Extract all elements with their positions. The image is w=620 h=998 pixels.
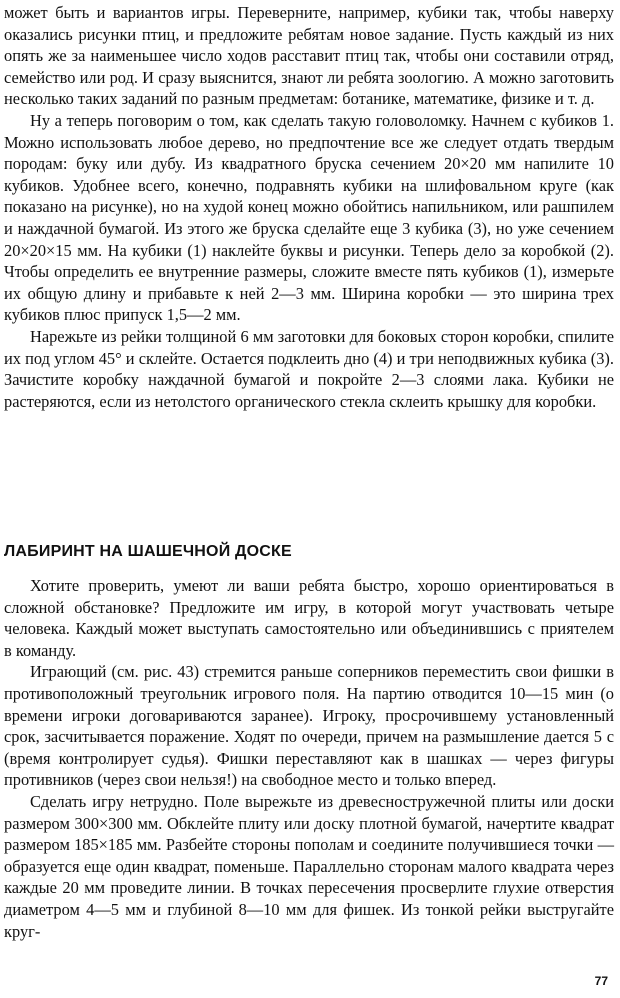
- page-number: 77: [594, 974, 608, 988]
- paragraph: Сделать игру нетрудно. Поле вырежьте из древесностружечной плиты или доски размером 300×300 мм. Обклейте плиту или доску плотной бумагой, начертите квадрат размером 185×185 мм. Разбейте стороны пополам и соедините получившиеся точки — образуется еще один квадрат, поменьше. Параллельно сторонам малого квадрата через каждые 20 мм проведите линии. В точках пересечения просверлите глухие отверстия диаметром 4—5 мм и глубиной 8—10 мм для фишек. Из тонкой рейки выстругайте круг-: [4, 791, 614, 941]
- paragraph: Хотите проверить, умеют ли ваши ребята быстро, хорошо ориентироваться в сложной обстановке? Предложите им игру, в которой могут участвовать четыре человека. Каждый может выступать самостоятельно или объединившись с приятелем в команду.: [4, 576, 614, 660]
- section-2-text: [4, 575, 614, 942]
- section-1-text: [4, 2, 614, 412]
- paragraph: Играющий (см. рис. 43) стремится раньше соперников переместить свои фишки в противоположный треугольник игрового поля. На партию отводится 10—15 мин (о времени игроки договариваются заранее). Игроку, просрочившему установленный срок, засчитывается поражение. Ходят по очереди, причем на размышление дается 5 с (время контролирует судья). Фишки переставляют как в шашках — через фигуры противников (через свои нельзя!) на свободное место и только вперед.: [4, 662, 614, 790]
- paragraph: Ну а теперь поговорим о том, как сделать такую головоломку. Начнем с кубиков 1. Можно использовать любое дерево, но предпочтение все же следует отдать твердым породам: буку или дубу. Из квадратного бруска сечением 20×20 мм напилите 10 кубиков. Удобнее всего, конечно, подравнять кубики на шлифовальном круге (как показано на рисунке), но на худой конец можно обойтись напильником, или рашпилем и наждачной бумагой. Из этого же бруска сделайте еще 3 кубика (3), но уже сечением 20×20×15 мм. На кубики (1) наклейте буквы и рисунки. Теперь дело за коробкой (2). Чтобы определить ее внутренние размеры, сложите вместе пять кубиков (1), измерьте их общую длину и прибавьте к ней 2—3 мм. Ширина коробки — это ширина трех кубиков плюс припуск 1,5—2 мм.: [4, 110, 614, 325]
- paragraph: может быть и вариантов игры. Переверните, например, кубики так, чтобы наверху оказались рисунки птиц, и предложите ребятам новое задание. Пусть каждый из них опять же за наименьшее число ходов расставит птиц так, чтобы они составили отряд, семейство или род. И сразу выяснится, знают ли ребята зоологию. А можно заготовить несколько таких заданий по разным предметам: ботанике, математике, физике и т. д.: [4, 3, 614, 109]
- section-heading: ЛАБИРИНТ НА ШАШЕЧНОЙ ДОСКЕ: [4, 543, 292, 560]
- paragraph: Нарежьте из рейки толщиной 6 мм заготовки для боковых сторон коробки, спилите их под углом 45° и склейте. Остается подклеить дно (4) и три неподвижных кубика (3). Зачистите коробку наждачной бумагой и покройте 2—3 слоями лака. Кубики не растеряются, если из нетолстого органического стекла склеить крышку для коробки.: [4, 326, 614, 411]
